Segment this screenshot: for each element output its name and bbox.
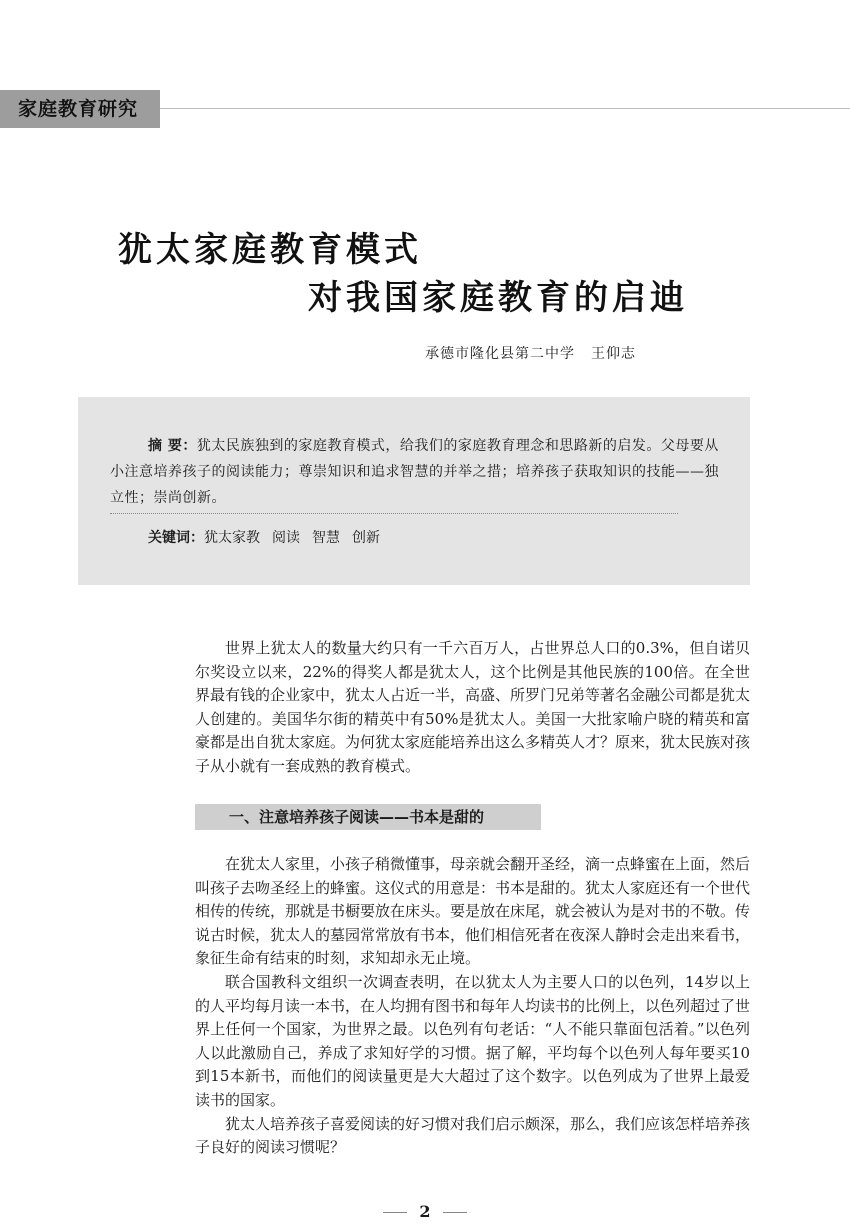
header-rule xyxy=(160,108,850,109)
keywords-row xyxy=(148,525,392,551)
author-line xyxy=(425,343,636,363)
author-school: 承德市隆化县第二中学 xyxy=(425,346,575,362)
abstract-paragraph xyxy=(110,433,722,511)
page-number: 2 xyxy=(419,1202,431,1221)
keyword: 阅读 xyxy=(272,530,300,546)
abstract-divider xyxy=(110,513,678,514)
section-tag: 家庭教育研究 xyxy=(0,90,160,128)
article-title-line-2: 对我国家庭教育的启迪 xyxy=(308,278,688,318)
footer-dash-right xyxy=(443,1212,467,1213)
page-footer xyxy=(0,1202,850,1221)
keyword: 智慧 xyxy=(312,530,340,546)
author-name: 王仰志 xyxy=(591,346,636,362)
body-paragraph: 联合国教科文组织一次调查表明，在以犹太人为主要人口的以色列，14岁以上的人平均每月读一本书，在人均拥有图书和每年人均读书的比例上，以色列超过了世界上任何一个国家，为世界之最。以色列有句老话：“人不能只靠面包活着。”以色列人以此激励自己，养成了求知好学的习惯。据了解，平均每个以色列人每年要买10到15本新书，而他们的阅读量更是大大超过了这个数字。以色列成为了世界上最爱读书的国家。 xyxy=(195,972,751,1109)
footer-dash-left xyxy=(383,1212,407,1213)
section-body xyxy=(195,853,750,1160)
body-paragraph: 在犹太人家里，小孩子稍微懂事，母亲就会翻开圣经，滴一点蜂蜜在上面，然后叫孩子去吻圣经上的蜂蜜。这仪式的用意是：书本是甜的。犹太人家庭还有一个世代相传的传统，那就是书橱要放在床头。要是放在床尾，就会被认为是对书的不敬。传说古时候，犹太人的墓园常常放有书本，他们相信死者在夜深人静时会走出来看书，象征生命有结束的时刻，求知却永无止境。 xyxy=(195,855,751,968)
abstract-text: 犹太民族独到的家庭教育模式，给我们的家庭教育理念和思路新的启发。父母要从小注意培养孩子的阅读能力；尊崇知识和追求智慧的并举之措；培养孩子获取知识的技能——独立性；崇尚创新。 xyxy=(110,438,719,506)
intro-paragraph: 世界上犹太人的数量大约只有一千六百万人，占世界总人口的0.3%，但自诺贝尔奖设立以来，22%的得奖人都是犹太人，这个比例是其他民族的100倍。在全世界最有钱的企业家中，犹太人占近一半，高盛、所罗门兄弟等著名金融公司都是犹太人创建的。美国华尔街的精英中有50%是犹太人。美国一大批家喻户晓的精英和富豪都是出自犹太家庭。为何犹太家庭能培养出这么多精英人才？原来，犹太民族对孩子从小就有一套成熟的教育模式。 xyxy=(195,639,751,775)
intro-section xyxy=(195,637,750,779)
keywords-label: 关键词： xyxy=(148,530,204,546)
keyword: 创新 xyxy=(352,530,380,546)
body-paragraph: 犹太人培养孩子喜爱阅读的好习惯对我们启示颇深，那么，我们应该怎样培养孩子良好的阅读习惯呢？ xyxy=(195,1114,751,1157)
abstract-box xyxy=(78,397,750,585)
article-title-line-1: 犹太家庭教育模式 xyxy=(118,230,422,270)
section-heading: 一、注意培养孩子阅读——书本是甜的 xyxy=(195,804,541,830)
abstract-label: 摘 要： xyxy=(148,438,197,454)
keyword: 犹太家教 xyxy=(204,530,260,546)
